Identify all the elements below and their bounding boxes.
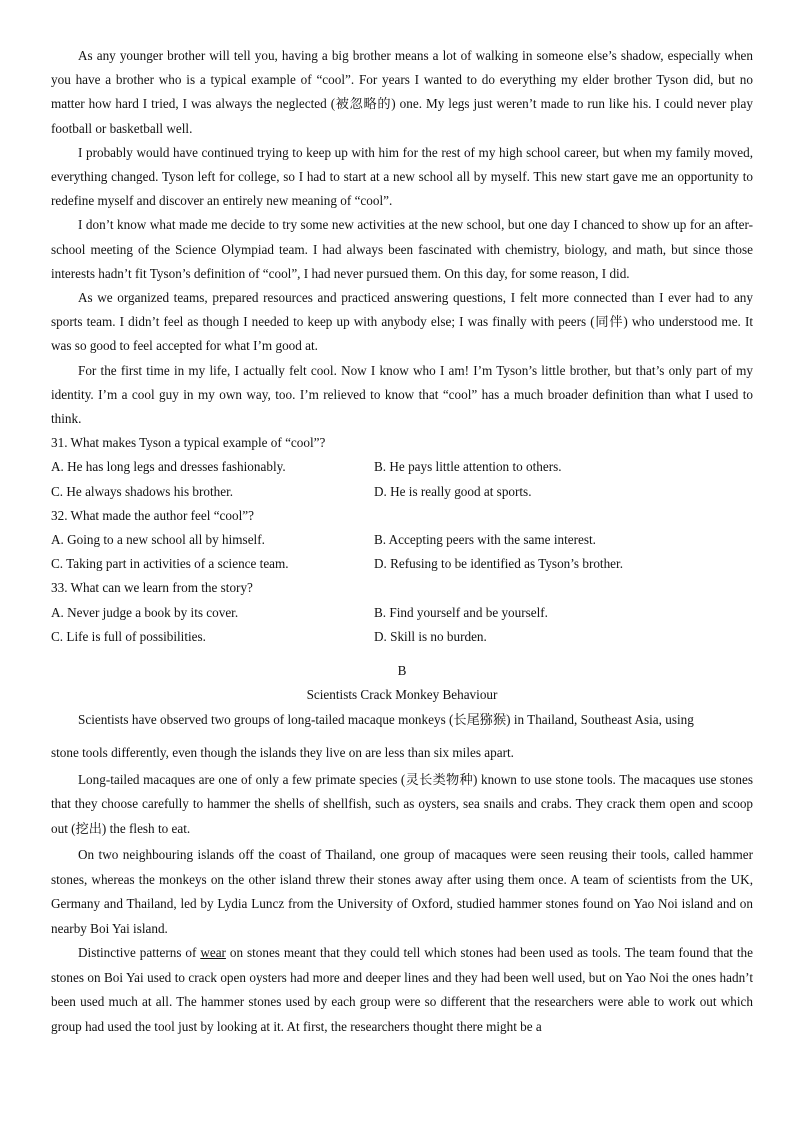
passage-b-paragraph-3: On two neighbouring islands off the coast of Thailand, one group of macaques were seen reusing their tools, called hammer stones, whereas the monkeys on the other island threw their stones away after using them once. A team of scientists from the UK, Germany and Thailand, led by Lydia Luncz from the University of Oxford, studied hammer stones found on Yao Noi island and on nearby Boi Yai island.	[51, 847, 753, 936]
option-d: D. Skill is no burden.	[374, 628, 487, 644]
passage-b	[51, 659, 753, 1039]
question-31	[51, 431, 753, 504]
passage-b-paragraph-1b: stone tools differently, even though the islands they live on are less than six miles apart.	[51, 745, 514, 761]
question-stem: 31. What makes Tyson a typical example of “cool”?	[51, 435, 326, 451]
paragraph-text: Distinctive patterns of	[78, 945, 201, 961]
question-stem: 33. What can we learn from the story?	[51, 580, 253, 596]
option-d: D. He is really good at sports.	[374, 483, 532, 499]
passage-a-paragraph-5: For the first time in my life, I actually felt cool. Now I know who I am! I’m Tyson’s little brother, but that’s only part of my identity. I’m a cool guy in my own way, too. I’m relieved to know that “cool” has a much broader definition than what I used to think.	[51, 362, 753, 427]
question-32	[51, 504, 753, 577]
option-d: D. Refusing to be identified as Tyson’s brother.	[374, 556, 623, 572]
passage-b-paragraph-2: Long-tailed macaques are one of only a few primate species (灵长类物种) known to use stone tools. The macaques use stones that they choose carefully to hammer the shells of shellfish, such as oysters, sea snails and crabs. They crack them open and scoop out (挖出) the flesh to eat.	[51, 771, 753, 836]
option-a: A. He has long legs and dresses fashionably.	[51, 459, 286, 475]
passage-a-paragraph-3: I don’t know what made me decide to try some new activities at the new school, but one day I chanced to show up for an after-school meeting of the Science Olympiad team. I had always been fascinated with chemistry, biology, and math, but since those interests hadn’t fit Tyson’s definition of “cool”, I had never pursued them. On this day, for some reason, I did.	[51, 217, 753, 281]
passage-a-paragraph-1: As any younger brother will tell you, having a big brother means a lot of walking in someone else’s shadow, especially when you have a brother who is a typical example of “cool”. For years I wanted to do everything my elder brother Tyson did, but no matter how hard I tried, I was always the neglected (被忽略的) one. My legs just weren’t made to run like his. I could never play football or basketball well.	[51, 48, 753, 136]
option-a: A. Going to a new school all by himself.	[51, 532, 265, 548]
passage-a-paragraph-4: As we organized teams, prepared resources and practiced answering questions, I felt more connected than I ever had to any sports team. I didn’t feel as though I needed to keep up with anybody else; I was finally with peers (同伴) who understood me. It was so good to feel accepted for what I’m good at.	[51, 290, 753, 354]
option-a: A. Never judge a book by its cover.	[51, 604, 239, 620]
option-c: C. He always shadows his brother.	[51, 483, 234, 499]
passage-b-paragraph-4	[51, 941, 753, 1039]
section-label: B	[397, 663, 407, 679]
question-stem: 32. What made the author feel “cool”?	[51, 507, 254, 523]
option-c: C. Taking part in activities of a science team.	[51, 556, 289, 572]
underlined-word: wear	[200, 945, 226, 961]
question-33	[51, 576, 753, 649]
passage-a	[51, 44, 753, 431]
option-b: B. Accepting peers with the same interest.	[374, 532, 596, 548]
passage-b-paragraph-1a: Scientists have observed two groups of long-tailed macaque monkeys (长尾猕猴) in Thailand, Southeast Asia, using	[78, 712, 694, 728]
passage-title: Scientists Crack Monkey Behaviour	[306, 687, 498, 703]
exam-page	[51, 44, 753, 1039]
option-c: C. Life is full of possibilities.	[51, 628, 206, 644]
passage-a-paragraph-2: I probably would have continued trying to keep up with him for the rest of my high school career, but when my family moved, everything changed. Tyson left for college, so I had to start at a new school all by myself. This new start gave me an opportunity to redefine myself and discover an entirely new meaning of “cool”.	[51, 144, 753, 209]
option-b: B. Find yourself and be yourself.	[374, 604, 548, 620]
paragraph-text: on stones meant that they could tell which stones had been used as tools. The team found that the stones on Boi Yai used to crack open oysters had more and deeper lines and they had been well used, but on Yao Noi the ones hadn’t been used much at all. The hammer stones used by each group were so different that the researchers were able to work out which group had used the tool just by looking at it. At first, the researchers thought there might be a	[51, 945, 753, 1034]
option-b: B. He pays little attention to others.	[374, 459, 562, 475]
